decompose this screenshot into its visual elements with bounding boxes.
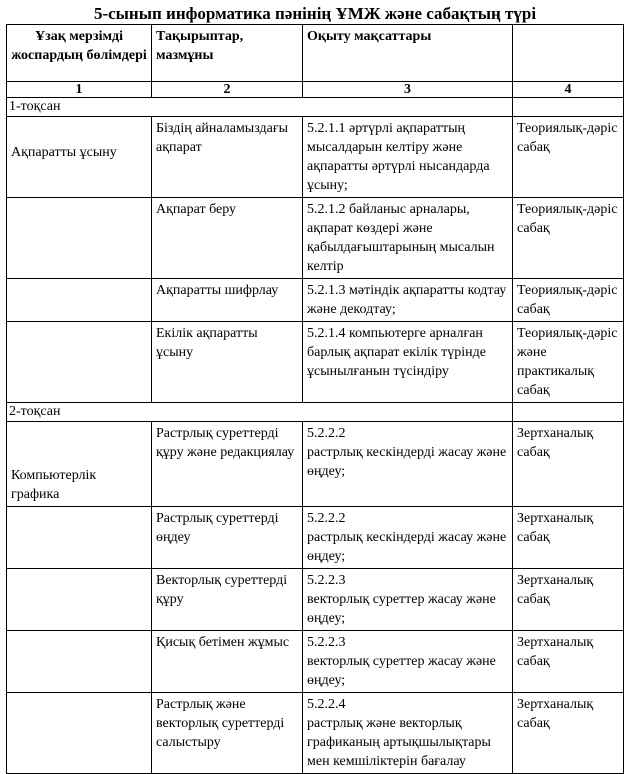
topic-cell: Векторлық суреттерді құру bbox=[152, 569, 303, 631]
page-title: 5-сынып информатика пәнінің ҰМЖ және сабақтың түрі bbox=[93, 4, 537, 23]
quarter-label: 2-тоқсан bbox=[7, 403, 513, 422]
objective-text: растрлық және векторлық графиканың артықшылықтары мен кемшіліктерін бағалау bbox=[307, 716, 491, 769]
topic-cell: Біздің айналамыздағы ақпарат bbox=[152, 117, 303, 198]
lesson-type-cell: Зертханалық сабақ bbox=[513, 422, 624, 507]
section-cell-continued bbox=[7, 322, 152, 403]
column-number: 2 bbox=[152, 82, 303, 98]
lesson-type-cell: Зертханалық сабақ bbox=[513, 507, 624, 569]
header-lesson-type bbox=[513, 25, 624, 82]
topic-cell: Ақпаратты шифрлау bbox=[152, 279, 303, 322]
objective-cell: 5.2.1.3 мәтіндік ақпаратты кодтау және декодтау; bbox=[303, 279, 513, 322]
topic-cell: Растрлық суреттерді өңдеу bbox=[152, 507, 303, 569]
lesson-type-cell: Теориялық-дәріс сабақ bbox=[513, 117, 624, 198]
objective-cell bbox=[303, 693, 513, 774]
objective-cell: 5.2.1.2 байланыс арналары, ақпарат көздері және қабылдағыштарының мысалын келтір bbox=[303, 198, 513, 279]
objective-cell bbox=[303, 507, 513, 569]
topic-cell: Растрлық суреттерді құру және редакциялау bbox=[152, 422, 303, 507]
table-row bbox=[7, 569, 624, 631]
quarter-row bbox=[7, 98, 624, 117]
quarter-empty-cell bbox=[513, 403, 624, 422]
topic-cell: Ақпарат беру bbox=[152, 198, 303, 279]
column-number-row bbox=[7, 82, 624, 98]
lesson-type-cell: Теориялық-дәріс сабақ bbox=[513, 198, 624, 279]
lesson-type-cell: Зертханалық сабақ bbox=[513, 693, 624, 774]
header-sections: Ұзақ мерзімді жоспардың бөлімдері bbox=[7, 25, 152, 82]
table-row bbox=[7, 631, 624, 693]
topic-cell: Қисық бетімен жұмыс bbox=[152, 631, 303, 693]
objective-cell: 5.2.1.4 компьютерге арналған барлық ақпарат екілік түрінде ұсынылғанын түсіндіру bbox=[303, 322, 513, 403]
section-cell-continued bbox=[7, 507, 152, 569]
column-number: 1 bbox=[7, 82, 152, 98]
table-row bbox=[7, 322, 624, 403]
objective-cell bbox=[303, 569, 513, 631]
objective-cell bbox=[303, 422, 513, 507]
objective-text: растрлық кескіндерді жасау және өңдеу; bbox=[307, 445, 507, 479]
topic-cell: Екілік ақпаратты ұсыну bbox=[152, 322, 303, 403]
objective-code: 5.2.2.3 bbox=[307, 635, 346, 650]
objective-code: 5.2.2.3 bbox=[307, 573, 346, 588]
section-cell-continued bbox=[7, 693, 152, 774]
header-row bbox=[7, 25, 624, 82]
column-number: 3 bbox=[303, 82, 513, 98]
section-cell-continued bbox=[7, 631, 152, 693]
quarter-label: 1-тоқсан bbox=[7, 98, 513, 117]
section-cell-continued bbox=[7, 198, 152, 279]
column-number: 4 bbox=[513, 82, 624, 98]
curriculum-table bbox=[6, 24, 624, 774]
objective-cell bbox=[303, 631, 513, 693]
table-row bbox=[7, 693, 624, 774]
table-row bbox=[7, 117, 624, 198]
table-row bbox=[7, 507, 624, 569]
section-cell-continued bbox=[7, 279, 152, 322]
topic-cell: Растрлық және векторлық суреттерді салыстыру bbox=[152, 693, 303, 774]
objective-text: векторлық суреттер жасау және өңдеу; bbox=[307, 592, 496, 626]
objective-text: растрлық кескіндерді жасау және өңдеу; bbox=[307, 530, 507, 564]
table-row bbox=[7, 422, 624, 507]
lesson-type-cell: Зертханалық сабақ bbox=[513, 631, 624, 693]
section-cell-continued bbox=[7, 569, 152, 631]
header-topics: Тақырыптар, мазмұны bbox=[152, 25, 303, 82]
quarter-empty-cell bbox=[513, 98, 624, 117]
quarter-row bbox=[7, 403, 624, 422]
lesson-type-cell: Теориялық-дәріс және практикалық сабақ bbox=[513, 322, 624, 403]
section-label: Компьютерлік графика bbox=[7, 422, 152, 507]
header-objectives: Оқыту мақсаттары bbox=[303, 25, 513, 82]
objective-code: 5.2.2.2 bbox=[307, 426, 346, 441]
section-label: Ақпаратты ұсыну bbox=[7, 117, 152, 198]
lesson-type-cell: Теориялық-дәріс сабақ bbox=[513, 279, 624, 322]
objective-cell: 5.2.1.1 әртүрлі ақпараттың мысалдарын келтіру және ақпаратты әртүрлі нысандарда ұсыну; bbox=[303, 117, 513, 198]
table-row bbox=[7, 279, 624, 322]
objective-code: 5.2.2.2 bbox=[307, 511, 346, 526]
table-row bbox=[7, 198, 624, 279]
lesson-type-cell: Зертханалық сабақ bbox=[513, 569, 624, 631]
objective-text: векторлық суреттер жасау және өңдеу; bbox=[307, 654, 496, 688]
objective-code: 5.2.2.4 bbox=[307, 697, 346, 712]
